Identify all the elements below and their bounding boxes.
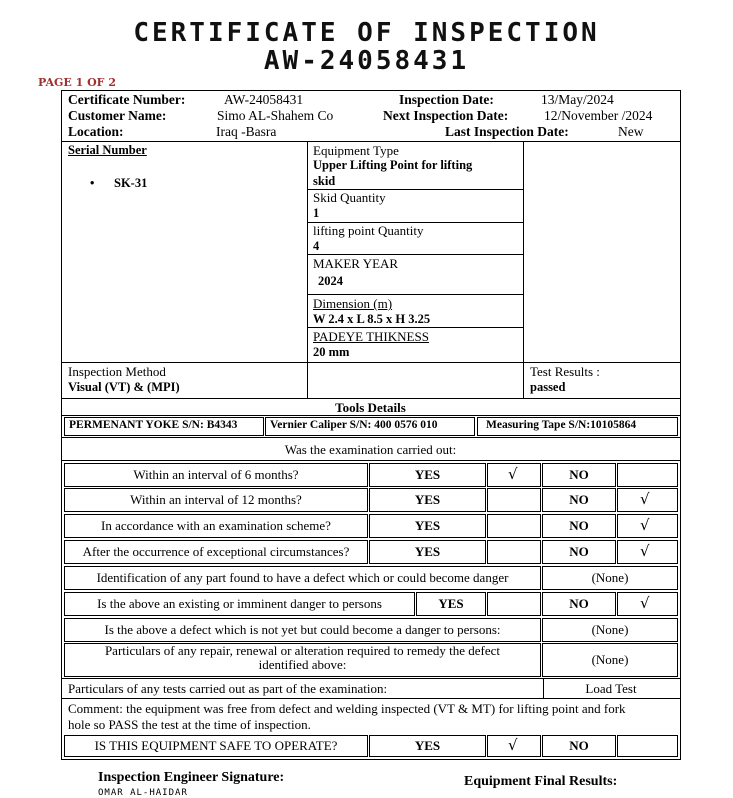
- dimension-value: W 2.4 x L 8.5 x H 3.25: [313, 312, 431, 326]
- equipment-type-line1: Upper Lifting Point for lifting: [313, 158, 473, 172]
- safe-no-label: NO: [569, 738, 589, 753]
- lifting-point-quantity-label: lifting point Quantity: [313, 223, 424, 238]
- tests-particulars-value: Load Test: [585, 681, 637, 696]
- location-value: Iraq -Basra: [216, 124, 277, 139]
- tool-vernier-caliper: Vernier Caliper S/N: 400 0576 010: [270, 419, 438, 431]
- examination-question: Was the examination carried out:: [284, 442, 457, 457]
- tools-details-title: Tools Details: [335, 400, 406, 415]
- test-results-label: Test Results :: [530, 364, 600, 379]
- next-date-label: Next Inspection Date:: [383, 108, 509, 123]
- padeye-thickness-value: 20 mm: [313, 345, 350, 359]
- checkmark-icon: √: [640, 490, 650, 508]
- maker-year-value: 2024: [318, 274, 343, 288]
- tool-measuring-tape: Measuring Tape S/N:10105864: [486, 419, 637, 431]
- exam-no-label: NO: [569, 518, 589, 533]
- padeye-thickness-label: PADEYE THIKNESS: [313, 329, 429, 344]
- exam-yes-label: YES: [414, 518, 441, 533]
- exam-no-label: NO: [569, 492, 589, 507]
- page-indicator: PAGE 1 OF 2: [38, 76, 116, 89]
- exam-yes-label: YES: [414, 467, 441, 482]
- document-title: CERTIFICATE OF INSPECTION: [133, 18, 600, 48]
- lifting-point-quantity-value: 4: [313, 239, 320, 253]
- exam-yes-label: YES: [414, 544, 441, 559]
- checkmark-icon: √: [508, 736, 518, 754]
- maker-year-label: MAKER YEAR: [313, 256, 399, 271]
- repair-particulars-label: [64, 644, 541, 672]
- dimension-label: Dimension (m): [313, 296, 393, 311]
- inspection-method-label: Inspection Method: [68, 364, 166, 379]
- exam-row-label: In accordance with an examination scheme?: [101, 518, 331, 533]
- next-date-value: 12/November /2024: [544, 108, 653, 123]
- future-danger-value: (None): [591, 622, 629, 637]
- repair-particulars-line1: Particulars of any repair, renewal or alteration required to remedy the defect: [104, 643, 501, 658]
- equipment-type-label: Equipment Type: [313, 143, 399, 158]
- inspection-date-value: 13/May/2024: [541, 92, 614, 107]
- customer-label: Customer Name:: [68, 108, 167, 123]
- serial-number-item: SK-31: [114, 176, 148, 190]
- equipment-type-line2: skid: [313, 174, 336, 188]
- certificate-code: AW-24058431: [263, 46, 470, 76]
- skid-quantity-label: Skid Quantity: [313, 190, 386, 205]
- last-date-label: Last Inspection Date:: [445, 124, 569, 139]
- checkmark-icon: √: [640, 594, 650, 612]
- checkmark-icon: √: [640, 542, 650, 560]
- checkmark-icon: √: [640, 516, 650, 534]
- defect-identification-label: Identification of any part found to have a defect which or could become danger: [96, 570, 509, 585]
- repair-particulars-line2: identified above:: [258, 657, 347, 672]
- defect-identification-value: (None): [591, 570, 629, 585]
- customer-value: Simo AL-Shahem Co: [217, 108, 334, 123]
- exam-yes-label: YES: [414, 492, 441, 507]
- comment-line2: hole so PASS the test at the time of inspection.: [68, 717, 311, 732]
- cert-number-label: Certificate Number:: [68, 92, 186, 107]
- engineer-name: OMAR AL-HAIDAR: [98, 788, 188, 798]
- location-label: Location:: [68, 124, 124, 139]
- danger-yes-label: YES: [438, 596, 464, 611]
- exam-row-label: Within an interval of 12 months?: [130, 492, 302, 507]
- cert-number-value: AW-24058431: [224, 92, 304, 107]
- exam-no-label: NO: [569, 544, 589, 559]
- serial-item-bullet: •: [90, 176, 95, 190]
- imminent-danger-label: Is the above an existing or imminent danger to persons: [97, 596, 382, 611]
- future-danger-label: Is the above a defect which is not yet but could become a danger to persons:: [104, 622, 501, 637]
- exam-no-label: NO: [569, 467, 589, 482]
- serial-number-label: Serial Number: [68, 143, 147, 157]
- inspection-method-value: Visual (VT) & (MPI): [68, 380, 180, 394]
- tests-particulars-label: Particulars of any tests carried out as part of the examination:: [68, 681, 388, 696]
- safe-yes-label: YES: [414, 738, 441, 753]
- exam-row-label: After the occurrence of exceptional circumstances?: [82, 544, 350, 559]
- last-date-value: New: [618, 124, 644, 139]
- comment-line1: Comment: the equipment was free from defect and welding inspected (VT & MT) for lifting point and fork: [68, 701, 626, 716]
- checkmark-icon: √: [508, 465, 518, 483]
- test-results-value: passed: [530, 380, 566, 394]
- safe-to-operate-question: IS THIS EQUIPMENT SAFE TO OPERATE?: [94, 738, 338, 753]
- repair-particulars-value: (None): [591, 652, 629, 667]
- danger-no-label: NO: [569, 596, 589, 611]
- tool-yoke: PERMENANT YOKE S/N: B4343: [69, 419, 238, 431]
- final-results-label: Equipment Final Results:: [464, 774, 618, 789]
- skid-quantity-value: 1: [313, 206, 320, 220]
- exam-row-label: Within an interval of 6 months?: [133, 467, 299, 482]
- inspection-date-label: Inspection Date:: [399, 92, 494, 107]
- signature-label: Inspection Engineer Signature:: [98, 770, 285, 785]
